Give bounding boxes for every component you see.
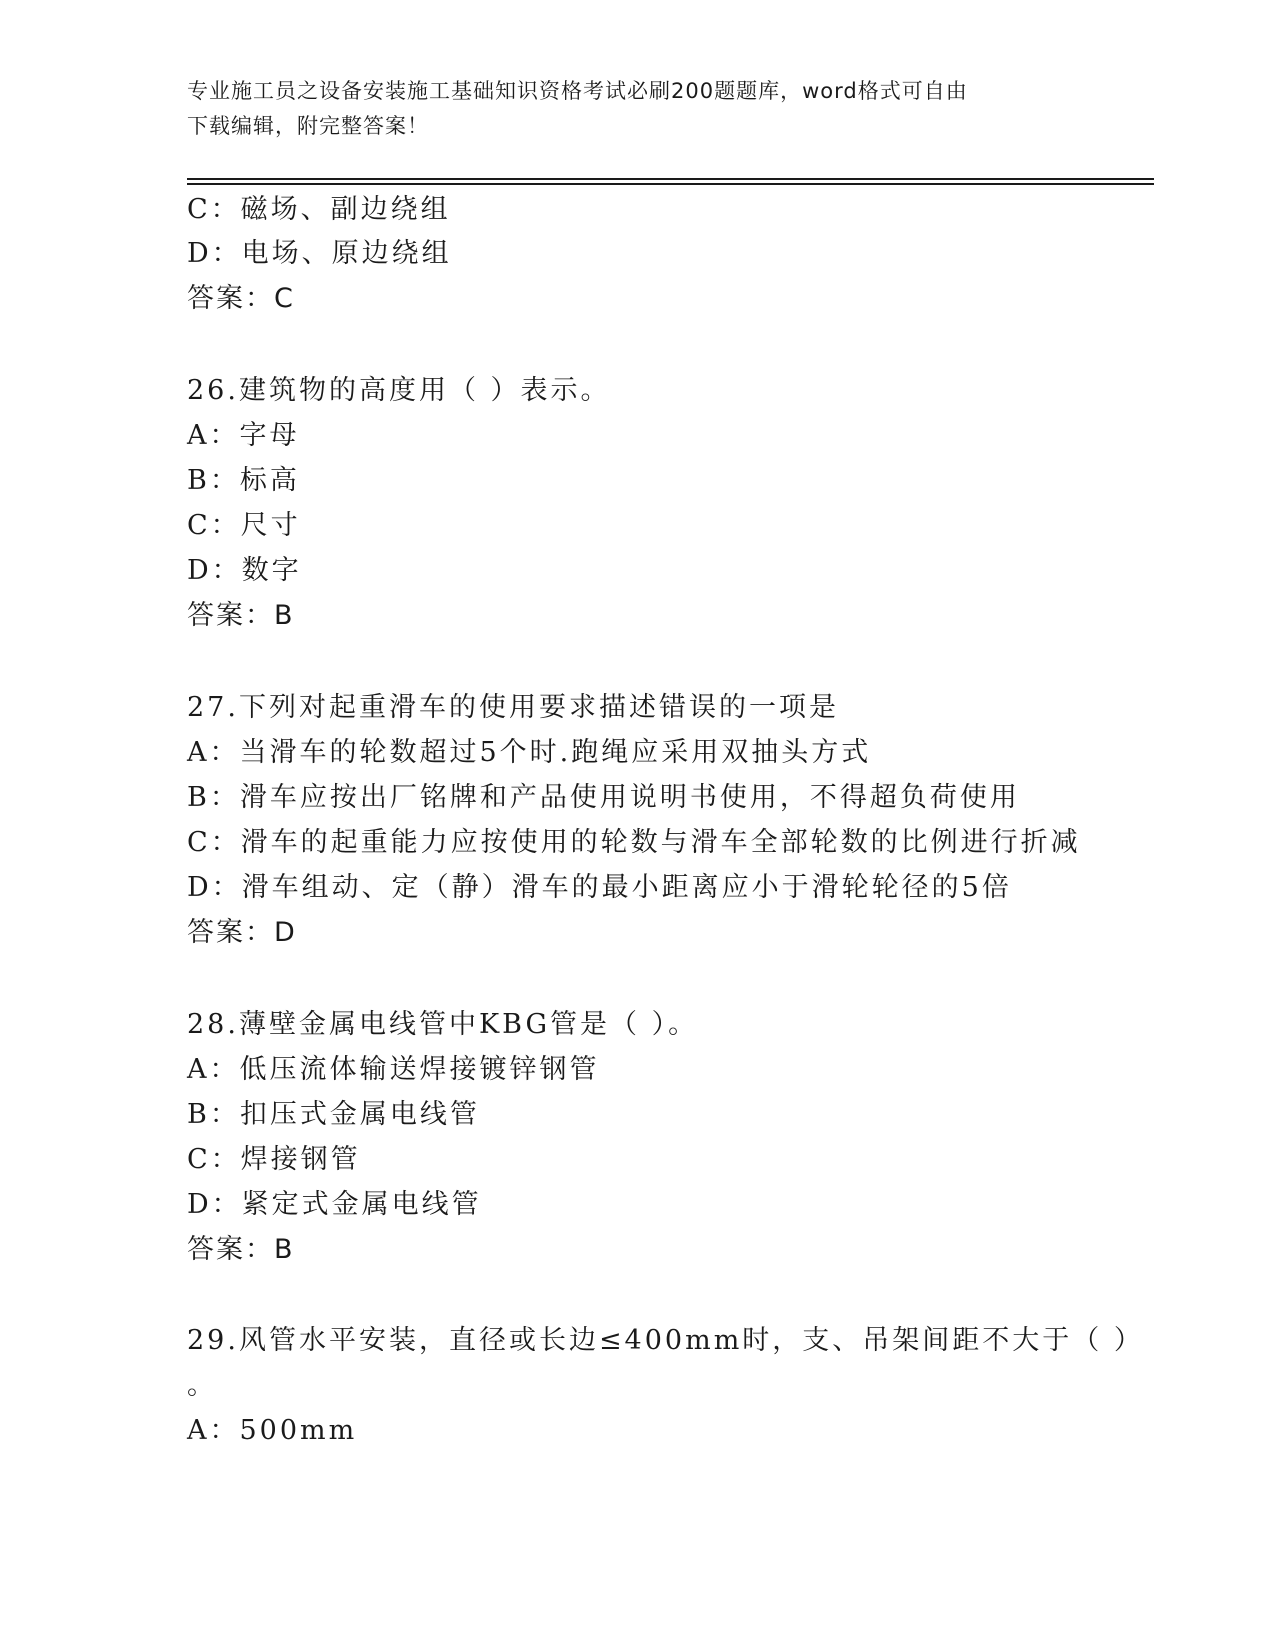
- q26-answer: 答案：B: [187, 600, 295, 631]
- header-divider-top: [187, 178, 1154, 180]
- q28-option-d: D：紧定式金属电线管: [187, 1189, 482, 1220]
- q28-option-a: A：低压流体输送焊接镀锌钢管: [187, 1054, 600, 1085]
- q26-stem: 26.建筑物的高度用（ ）表示。: [187, 375, 611, 406]
- q27-option-c: C：滑车的起重能力应按使用的轮数与滑车全部轮数的比例进行折减: [187, 827, 1081, 858]
- q25-answer: 答案：C: [187, 283, 295, 314]
- q27-option-b: B：滑车应按出厂铭牌和产品使用说明书使用，不得超负荷使用: [187, 782, 1020, 813]
- header-line-2: 下载编辑，附完整答案！: [187, 114, 429, 138]
- q27-stem: 27.下列对起重滑车的使用要求描述错误的一项是: [187, 692, 839, 723]
- q28-stem: 28.薄壁金属电线管中KBG管是（ ）。: [187, 1009, 699, 1040]
- q29-stem-continuation: 。: [187, 1370, 217, 1401]
- q26-option-d: D：数字: [187, 555, 302, 586]
- q28-answer: 答案：B: [187, 1234, 295, 1265]
- q25-option-d: D：电场、原边绕组: [187, 238, 452, 269]
- q27-answer: 答案：D: [187, 917, 297, 948]
- q27-option-a: A：当滑车的轮数超过5个时.跑绳应采用双抽头方式: [187, 737, 872, 768]
- q25-option-c: C：磁场、副边绕组: [187, 194, 451, 225]
- q29-stem: 29.风管水平安装，直径或长边≤400mm时，支、吊架间距不大于（ ）: [187, 1325, 1144, 1356]
- q26-option-c: C：尺寸: [187, 510, 301, 541]
- header-divider-bottom: [187, 183, 1154, 185]
- q29-option-a: A：500mm: [187, 1415, 358, 1446]
- q27-option-d: D：滑车组动、定（静）滑车的最小距离应小于滑轮轮径的5倍: [187, 872, 1012, 903]
- q26-option-b: B：标高: [187, 465, 300, 496]
- q26-option-a: A：字母: [187, 420, 300, 451]
- q28-option-b: B：扣压式金属电线管: [187, 1099, 480, 1130]
- q28-option-c: C：焊接钢管: [187, 1144, 361, 1175]
- header-line-1: 专业施工员之设备安装施工基础知识资格考试必刷200题题库，word格式可自由: [187, 79, 968, 103]
- document-header: [187, 74, 1087, 144]
